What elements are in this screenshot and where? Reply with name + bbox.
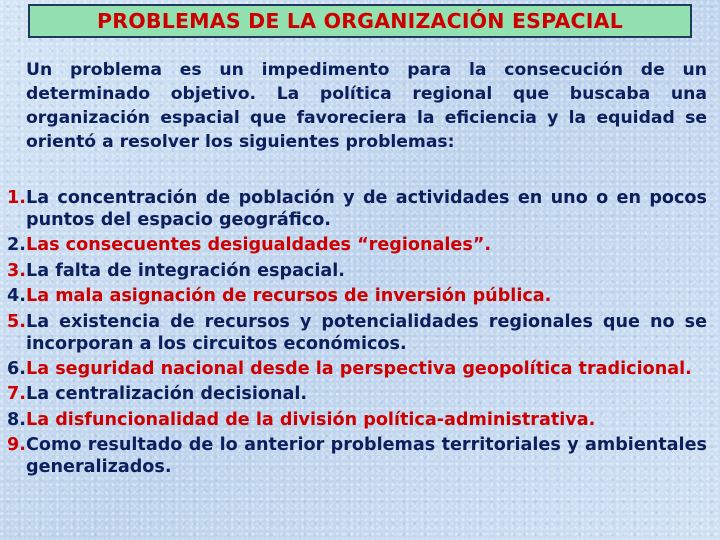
- item-number: 8.: [7, 409, 26, 430]
- list-item: [7, 260, 707, 282]
- item-number: 4.: [7, 286, 26, 307]
- item-text: La existencia de recursos y potencialidades regionales que no se incorporan a los circuitos económicos.: [26, 311, 707, 354]
- list-item: [7, 434, 707, 478]
- intro-paragraph: Un problema es un impedimento para la consecución de un determinado objetivo. La política regional que buscaba una organización espacial que favoreciera la eficiencia y la equidad se orientó a resolver los siguientes problemas:: [26, 60, 707, 152]
- item-text: La falta de integración espacial.: [26, 260, 345, 281]
- list-item: [7, 234, 707, 256]
- list-item: [7, 285, 707, 307]
- item-number: 6.: [7, 358, 26, 379]
- page-title: PROBLEMAS DE LA ORGANIZACIÓN ESPACIAL: [97, 9, 623, 33]
- title-banner: [28, 4, 692, 38]
- item-text: La seguridad nacional desde la perspectiva geopolítica tradicional.: [26, 358, 692, 379]
- item-text: Como resultado de lo anterior problemas territoriales y ambientales generalizados.: [26, 435, 707, 478]
- item-number: 2.: [7, 235, 26, 256]
- item-text: La disfuncionalidad de la división política-administrativa.: [26, 409, 596, 430]
- item-number: 3.: [7, 260, 26, 281]
- problems-list: [7, 187, 707, 482]
- item-text: La concentración de población y de actividades en uno o en pocos puntos del espacio geográfico.: [26, 188, 707, 230]
- item-number: 7.: [7, 384, 26, 405]
- item-text: Las consecuentes desigualdades “regionales”.: [26, 235, 492, 256]
- list-item: [7, 383, 707, 405]
- list-item: [7, 409, 707, 431]
- list-item: [7, 311, 707, 355]
- item-number: 1.: [7, 188, 26, 208]
- list-item: [7, 358, 707, 380]
- item-number: 5.: [7, 311, 26, 332]
- item-text: La mala asignación de recursos de inversión pública.: [26, 286, 552, 307]
- list-item: [7, 187, 707, 231]
- item-number: 9.: [7, 435, 26, 456]
- item-text: La centralización decisional.: [26, 384, 308, 405]
